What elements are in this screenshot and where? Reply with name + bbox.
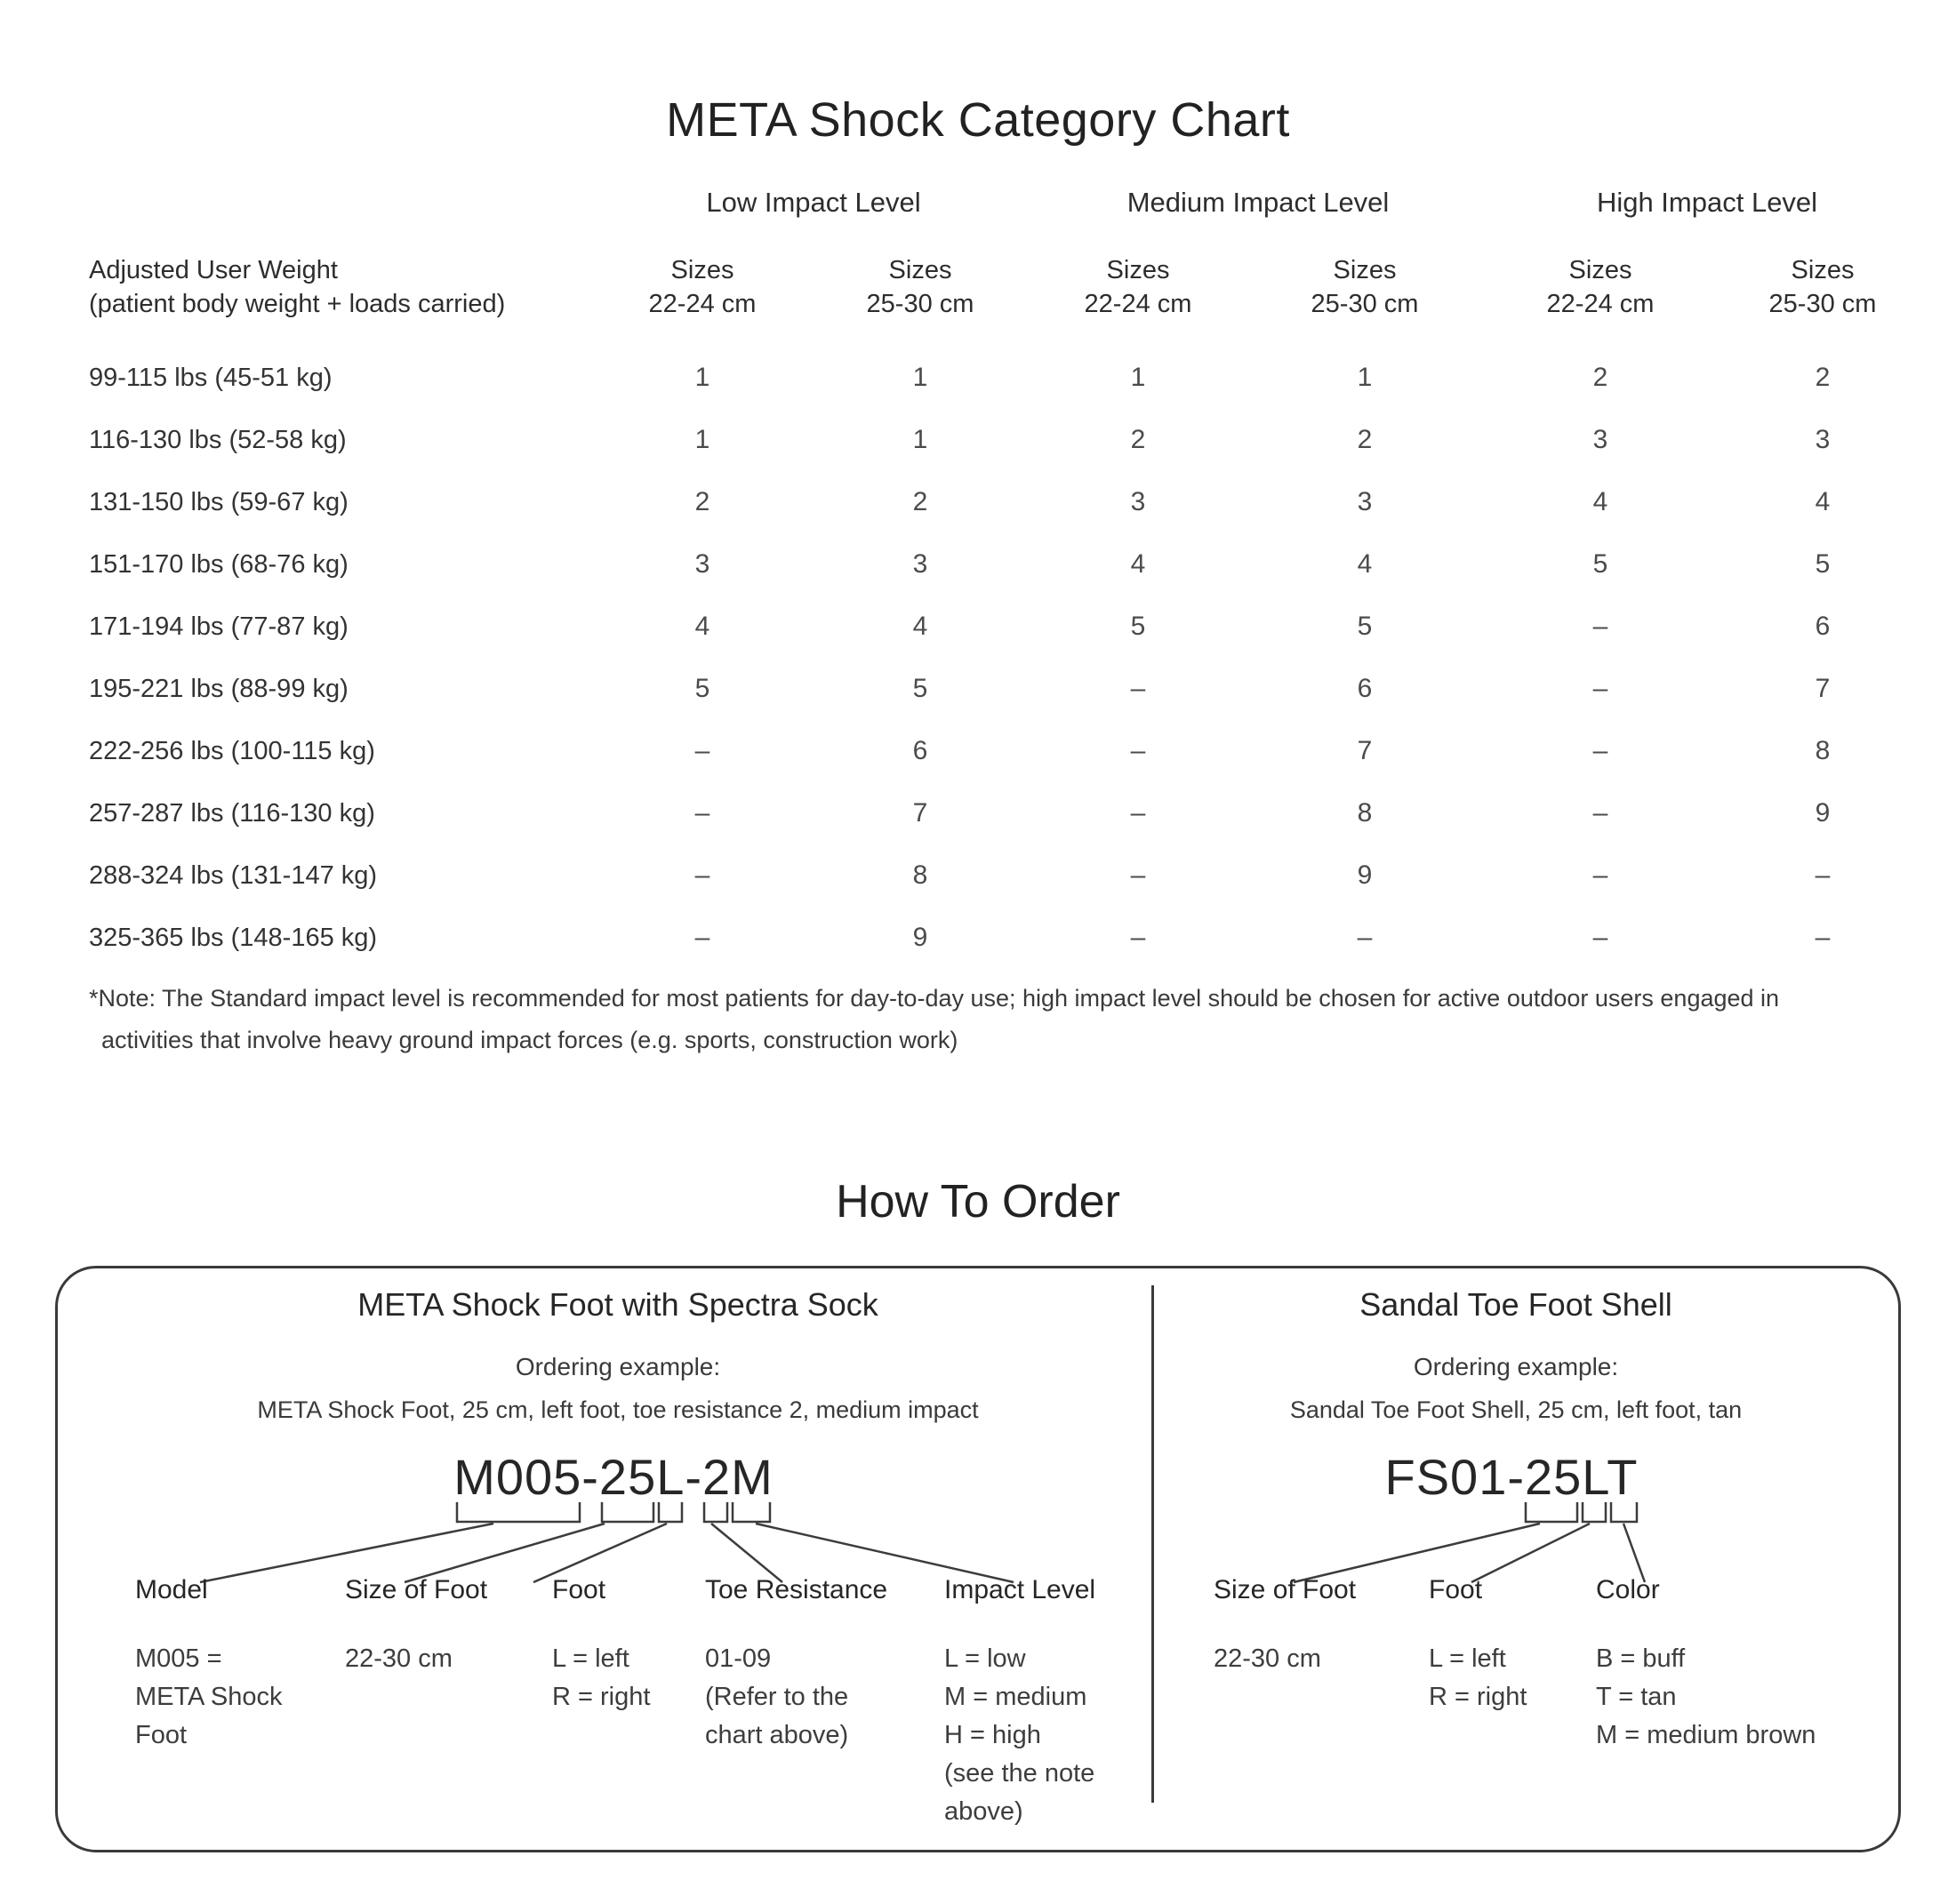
field-line: R = right [552, 1683, 651, 1711]
category-value: – [694, 736, 710, 765]
category-value: 9 [1815, 798, 1831, 828]
ordering-example-label: Ordering example: [1413, 1353, 1619, 1380]
category-value: – [1592, 612, 1608, 641]
field-size-of-foot [1214, 1575, 1356, 1678]
category-value: 6 [1815, 612, 1831, 641]
table-note [89, 978, 1858, 1061]
field-line: L = left [552, 1644, 629, 1673]
spacer-cell [89, 169, 596, 236]
category-value: 9 [1357, 860, 1373, 890]
category-value: 3 [1130, 487, 1146, 516]
size-range-label: 22-24 cm [1546, 289, 1655, 318]
category-value: 4 [694, 612, 710, 641]
size-header-row [89, 236, 1929, 347]
field-line: chart above) [705, 1721, 849, 1749]
category-value: – [1592, 860, 1608, 890]
category-value: 3 [1592, 425, 1608, 454]
table-row [89, 347, 1929, 409]
medium-impact-header: Medium Impact Level [1126, 186, 1390, 218]
category-value: – [694, 923, 710, 952]
category-value: 2 [1130, 425, 1146, 454]
field-line: (see the note [944, 1759, 1095, 1788]
field-color [1596, 1575, 1816, 1755]
field-line: (Refer to the [705, 1683, 849, 1711]
category-value: – [1357, 923, 1373, 952]
part-number-code: M005-25L-2M [453, 1449, 774, 1505]
category-value: – [1815, 860, 1831, 890]
field-line: Foot [135, 1721, 188, 1749]
table-row [89, 907, 1929, 969]
field-label: Impact Level [944, 1575, 1096, 1604]
field-line: B = buff [1596, 1644, 1686, 1673]
category-value: – [694, 798, 710, 828]
field-line: M005 = [135, 1644, 222, 1673]
size-range-label: 25-30 cm [1768, 289, 1877, 318]
weight-range-label: 257-287 lbs (116-130 kg) [89, 798, 375, 828]
category-value: 8 [1815, 736, 1831, 765]
weight-range-label: 116-130 lbs (52-58 kg) [89, 425, 347, 454]
category-value: 1 [912, 425, 928, 454]
field-line: above) [944, 1797, 1023, 1826]
category-value: – [1130, 798, 1146, 828]
part-number-code: FS01-25LT [1384, 1449, 1639, 1505]
category-value: – [1130, 860, 1146, 890]
category-value: – [1130, 923, 1146, 952]
sizes-label: Sizes [888, 255, 952, 284]
ordering-example-label: Ordering example: [515, 1353, 721, 1380]
category-value: – [1815, 923, 1831, 952]
category-value: 4 [1592, 487, 1608, 516]
field-values [1429, 1640, 1527, 1716]
field-label: Foot [552, 1575, 606, 1604]
category-value: – [1592, 923, 1608, 952]
sizes-label: Sizes [1106, 255, 1170, 284]
category-value: 5 [1357, 612, 1373, 641]
size-header [1245, 236, 1485, 347]
field-values [705, 1640, 887, 1755]
field-size-of-foot [345, 1575, 487, 1678]
field-label: Size of Foot [345, 1575, 488, 1604]
section-title: How To Order [836, 1176, 1120, 1228]
field-values [552, 1640, 650, 1716]
category-value: 2 [912, 487, 928, 516]
weight-range-label: 131-150 lbs (59-67 kg) [89, 487, 349, 516]
size-range-label: 25-30 cm [866, 289, 974, 318]
field-line: L = left [1429, 1644, 1506, 1673]
field-toe-resistance [705, 1575, 887, 1755]
field-foot [1429, 1575, 1527, 1716]
size-header [1716, 236, 1929, 347]
table-row [89, 533, 1929, 596]
category-value: – [1592, 798, 1608, 828]
field-values [1214, 1640, 1356, 1678]
page-title: META Shock Category Chart [666, 93, 1290, 147]
category-value: 2 [694, 487, 710, 516]
field-line: R = right [1429, 1683, 1527, 1711]
field-line: H = high [944, 1721, 1041, 1749]
category-value: – [694, 860, 710, 890]
sizes-label: Sizes [670, 255, 734, 284]
field-line: T = tan [1596, 1683, 1677, 1711]
category-value: 3 [1357, 487, 1373, 516]
adjusted-weight-header [89, 236, 596, 347]
field-label: Color [1596, 1575, 1660, 1604]
field-foot [552, 1575, 650, 1716]
category-value: 5 [1130, 612, 1146, 641]
sizes-label: Sizes [1791, 255, 1855, 284]
category-table [89, 169, 1929, 969]
category-value: 6 [1357, 674, 1373, 703]
size-header [1485, 236, 1716, 347]
table-row [89, 782, 1929, 844]
category-value: 2 [1815, 363, 1831, 392]
category-value: 7 [1357, 736, 1373, 765]
category-value: 8 [912, 860, 928, 890]
category-value: 5 [912, 674, 928, 703]
high-impact-header: High Impact Level [1596, 186, 1818, 218]
table-row [89, 658, 1929, 720]
weight-table-rows [89, 347, 1929, 969]
category-value: 7 [1815, 674, 1831, 703]
field-line: M = medium [944, 1683, 1087, 1711]
size-header [596, 236, 809, 347]
sizes-label: Sizes [1568, 255, 1632, 284]
note-line: activities that involve heavy ground impact forces (e.g. sports, construction work) [101, 1027, 958, 1053]
field-line: 22-30 cm [345, 1644, 453, 1673]
weight-range-label: 99-115 lbs (45-51 kg) [89, 363, 333, 392]
category-value: 5 [1815, 549, 1831, 579]
table-row [89, 720, 1929, 782]
category-value: – [1130, 736, 1146, 765]
weight-range-label: 222-256 lbs (100-115 kg) [89, 736, 375, 765]
field-line: 01-09 [705, 1644, 772, 1673]
field-label: Foot [1429, 1575, 1483, 1604]
category-value: 1 [1357, 363, 1373, 392]
table-row [89, 471, 1929, 533]
category-value: 2 [1357, 425, 1373, 454]
category-value: – [1130, 674, 1146, 703]
category-value: 4 [1357, 549, 1373, 579]
field-values [944, 1640, 1095, 1831]
category-value: – [1592, 736, 1608, 765]
category-value: 3 [912, 549, 928, 579]
category-value: – [1592, 674, 1608, 703]
size-range-label: 22-24 cm [648, 289, 757, 318]
size-header [809, 236, 1031, 347]
adjusted-weight-header-line1: Adjusted User Weight [89, 255, 338, 284]
impact-level-header-row [89, 169, 1929, 236]
sizes-label: Sizes [1333, 255, 1397, 284]
category-value: 1 [912, 363, 928, 392]
field-impact-level [944, 1575, 1095, 1831]
weight-range-label: 171-194 lbs (77-87 kg) [89, 612, 349, 641]
right-panel-title: Sandal Toe Foot Shell [1359, 1286, 1672, 1323]
field-values [345, 1640, 487, 1678]
field-line: 22-30 cm [1214, 1644, 1321, 1673]
category-value: 1 [1130, 363, 1146, 392]
table-row [89, 409, 1929, 471]
category-value: 1 [694, 425, 710, 454]
category-value: 7 [912, 798, 928, 828]
low-impact-header: Low Impact Level [706, 186, 921, 218]
field-line: M = medium brown [1596, 1721, 1816, 1749]
table-row [89, 596, 1929, 658]
weight-range-label: 325-365 lbs (148-165 kg) [89, 923, 378, 952]
table-row [89, 844, 1929, 907]
field-line: L = low [944, 1644, 1026, 1673]
field-line: META Shock [135, 1683, 283, 1711]
size-range-label: 22-24 cm [1084, 289, 1192, 318]
field-label: Size of Foot [1214, 1575, 1357, 1604]
category-value: 9 [912, 923, 928, 952]
category-value: 5 [694, 674, 710, 703]
category-value: 3 [694, 549, 710, 579]
field-label: Toe Resistance [705, 1575, 888, 1604]
field-values [1596, 1640, 1816, 1755]
ordering-example-text: Sandal Toe Foot Shell, 25 cm, left foot, tan [1289, 1396, 1743, 1423]
category-value: 5 [1592, 549, 1608, 579]
ordering-example-text: META Shock Foot, 25 cm, left foot, toe resistance 2, medium impact [257, 1396, 979, 1423]
left-panel-title: META Shock Foot with Spectra Sock [357, 1286, 878, 1323]
category-value: 4 [1130, 549, 1146, 579]
field-model [135, 1575, 282, 1755]
field-label: Model [135, 1575, 208, 1604]
weight-range-label: 288-324 lbs (131-147 kg) [89, 860, 378, 890]
field-values [135, 1640, 282, 1755]
category-value: 8 [1357, 798, 1373, 828]
weight-range-label: 195-221 lbs (88-99 kg) [89, 674, 349, 703]
category-value: 4 [912, 612, 928, 641]
category-value: 2 [1592, 363, 1608, 392]
size-range-label: 25-30 cm [1311, 289, 1419, 318]
category-value: 3 [1815, 425, 1831, 454]
category-value: 4 [1815, 487, 1831, 516]
size-header [1031, 236, 1245, 347]
category-value: 1 [694, 363, 710, 392]
note-line: *Note: The Standard impact level is recommended for most patients for day-to-day use; high impact level should be chosen for active outdoor users engaged in [89, 985, 1780, 1012]
weight-range-label: 151-170 lbs (68-76 kg) [89, 549, 349, 579]
category-value: 6 [912, 736, 928, 765]
adjusted-weight-header-line2: (patient body weight + loads carried) [89, 289, 506, 318]
